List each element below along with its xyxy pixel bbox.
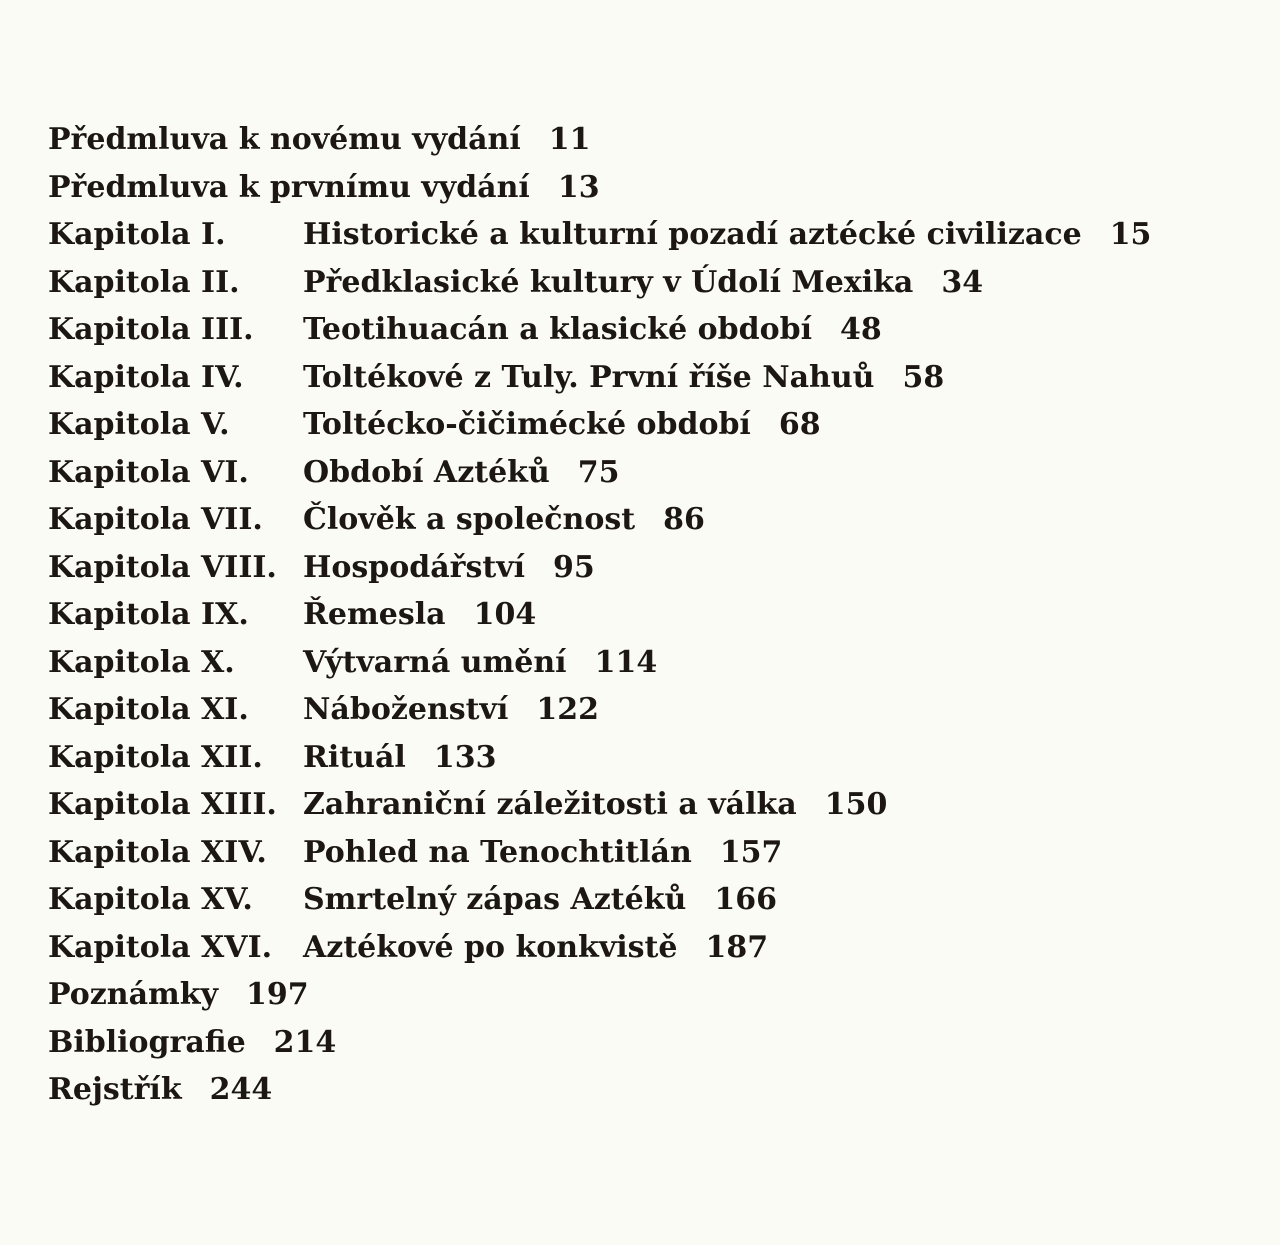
- toc-chapter-label: Kapitola XIII.: [48, 787, 277, 822]
- toc-entry-chapter-2: [48, 259, 1248, 307]
- toc-chapter-label: Kapitola III.: [48, 312, 254, 347]
- toc-chapter-label: Kapitola IV.: [48, 359, 244, 395]
- toc-entry-page: 166: [714, 882, 777, 917]
- toc-entry-page: 13: [557, 169, 600, 205]
- toc-chapter-label: Kapitola XI.: [48, 692, 249, 727]
- toc-entry-page: 11: [548, 122, 591, 157]
- table-of-contents: [48, 116, 1248, 1114]
- toc-entry-page: 15: [1109, 217, 1152, 252]
- toc-entry-preface-first: [48, 164, 1248, 212]
- toc-entry-title: Toltékové z Tuly. První říše Nahuů: [303, 359, 875, 395]
- toc-entry-title: Smrtelný zápas Aztéků: [303, 882, 687, 917]
- toc-entry-page: 157: [719, 834, 783, 870]
- toc-entry-title: Hospodářství: [303, 549, 526, 585]
- toc-entry-title: Předmluva k novému vydání: [48, 122, 521, 157]
- toc-entry-chapter-16: [48, 924, 1248, 972]
- toc-chapter-label: Kapitola II.: [48, 264, 240, 300]
- toc-entry-title: Bibliografie: [48, 1024, 246, 1060]
- toc-entry-page: 48: [839, 312, 882, 347]
- toc-entry-page: 122: [536, 692, 599, 727]
- toc-entry-notes: [48, 971, 1248, 1019]
- toc-entry-page: 114: [594, 644, 658, 680]
- toc-entry-chapter-1: [48, 211, 1248, 259]
- toc-entry-title: Poznámky: [48, 977, 219, 1012]
- toc-entry-page: 187: [705, 929, 769, 965]
- toc-entry-page: 34: [941, 264, 984, 300]
- toc-entry-bibliography: [48, 1019, 1248, 1067]
- toc-entry-title: Historické a kulturní pozadí aztécké civilizace: [303, 217, 1082, 252]
- toc-entry-title: Pohled na Tenochtitlán: [303, 834, 692, 870]
- toc-entry-page: 95: [553, 549, 595, 585]
- toc-entry-title: Aztékové po konkvistě: [303, 929, 678, 965]
- toc-entry-page: 104: [473, 597, 537, 632]
- toc-chapter-label: Kapitola X.: [48, 644, 235, 680]
- toc-entry-chapter-10: [48, 639, 1248, 687]
- toc-entry-index: [48, 1066, 1248, 1114]
- toc-entry-page: 244: [209, 1072, 273, 1107]
- toc-entry-title: Teotihuacán a klasické období: [303, 312, 812, 347]
- toc-entry-chapter-3: [48, 306, 1248, 354]
- toc-chapter-label: Kapitola XV.: [48, 882, 253, 917]
- toc-entry-title: Člověk a společnost: [303, 502, 636, 537]
- toc-chapter-label: Kapitola XII.: [48, 739, 263, 775]
- toc-chapter-label: Kapitola VII.: [48, 502, 263, 537]
- toc-entry-title: Zahraniční záležitosti a válka: [303, 787, 797, 822]
- toc-entry-page: 68: [778, 407, 821, 442]
- toc-entry-page: 58: [902, 359, 945, 395]
- toc-entry-title: Náboženství: [303, 692, 509, 727]
- toc-chapter-label: Kapitola IX.: [48, 597, 249, 632]
- toc-entry-title: Předmluva k prvnímu vydání: [48, 169, 530, 205]
- toc-entry-page: 197: [246, 977, 309, 1012]
- toc-chapter-label: Kapitola XVI.: [48, 929, 273, 965]
- toc-entry-page: 75: [577, 454, 620, 490]
- toc-entry-title: Toltécko-čičimécké období: [303, 407, 751, 442]
- toc-entry-chapter-8: [48, 544, 1248, 592]
- toc-entry-chapter-13: [48, 781, 1248, 829]
- toc-chapter-label: Kapitola VI.: [48, 454, 249, 490]
- toc-entry-chapter-9: [48, 591, 1248, 639]
- toc-entry-chapter-14: [48, 829, 1248, 877]
- toc-entry-title: Období Aztéků: [303, 454, 550, 490]
- toc-entry-title: Rejstřík: [48, 1072, 182, 1107]
- toc-entry-chapter-4: [48, 354, 1248, 402]
- toc-entry-page: 133: [433, 739, 497, 775]
- toc-entry-chapter-5: [48, 401, 1248, 449]
- toc-chapter-label: Kapitola I.: [48, 217, 226, 252]
- toc-chapter-label: Kapitola V.: [48, 407, 230, 442]
- toc-chapter-label: Kapitola XIV.: [48, 834, 267, 870]
- toc-entry-chapter-7: [48, 496, 1248, 544]
- toc-entry-title: Předklasické kultury v Údolí Mexika: [303, 264, 914, 300]
- toc-entry-page: 214: [273, 1024, 337, 1060]
- toc-chapter-label: Kapitola VIII.: [48, 549, 277, 585]
- toc-entry-preface-new: [48, 116, 1248, 164]
- toc-entry-chapter-11: [48, 686, 1248, 734]
- toc-entry-page: 86: [663, 502, 705, 537]
- toc-entry-chapter-15: [48, 876, 1248, 924]
- toc-entry-chapter-12: [48, 734, 1248, 782]
- toc-entry-title: Výtvarná umění: [303, 644, 567, 680]
- toc-entry-page: 150: [824, 787, 888, 822]
- toc-entry-chapter-6: [48, 449, 1248, 497]
- toc-entry-title: Rituál: [303, 739, 406, 775]
- toc-entry-title: Řemesla: [303, 597, 446, 632]
